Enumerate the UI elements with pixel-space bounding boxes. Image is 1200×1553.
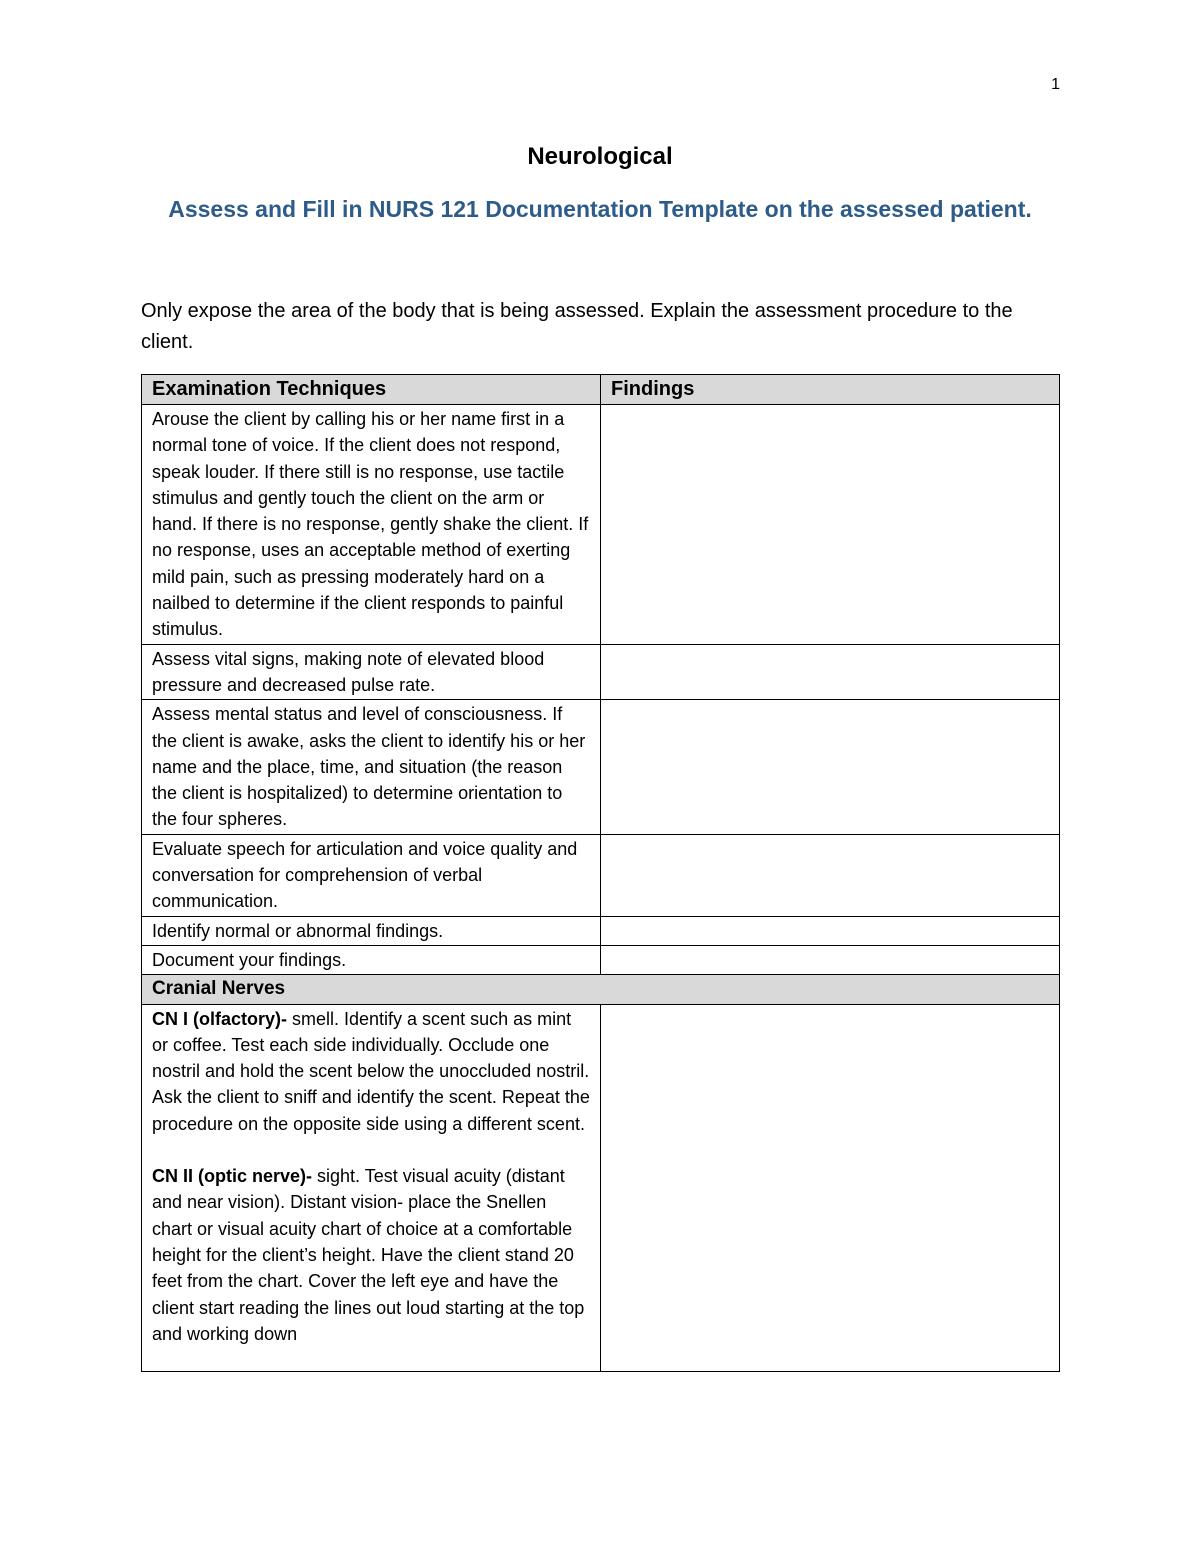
findings-cell[interactable] (601, 945, 1060, 974)
table-row (142, 644, 1060, 700)
cn2-label: CN II (optic nerve)- (152, 1166, 313, 1187)
findings-cell[interactable] (601, 405, 1060, 645)
findings-cell[interactable] (601, 700, 1060, 834)
cranial-nerves-technique-cell (142, 1004, 601, 1371)
section-header-row (142, 975, 1060, 1004)
technique-cell: Assess vital signs, making note of elevated blood pressure and decreased pulse rate. (142, 644, 601, 700)
header-examination-techniques: Examination Techniques (142, 375, 601, 405)
table-header-row (142, 375, 1060, 405)
cn2-text: sight. Test visual acuity (distant and near vision). Distant vision- place the Snellen chart or visual acuity chart of choice at a comfortable height for the client’s height. Have the client stand 20 feet from the chart. Cover the left eye and have the client start reading the lines out loud starting at the top and working down (152, 1166, 585, 1344)
findings-cell[interactable] (601, 644, 1060, 700)
table-row (142, 700, 1060, 834)
technique-cell: Assess mental status and level of consciousness. If the client is awake, asks the client to identify his or her name and the place, time, and situation (the reason the client is hospitalized) to determine orientation to the four spheres. (142, 700, 601, 834)
table-row (142, 834, 1060, 916)
page-number: 1 (1051, 76, 1060, 93)
page-title: Neurological (527, 143, 673, 170)
technique-cell: Identify normal or abnormal findings. (142, 916, 601, 945)
table-row (142, 945, 1060, 974)
table-row (142, 1004, 1060, 1371)
technique-cell: Document your findings. (142, 945, 601, 974)
table-row (142, 916, 1060, 945)
page-subtitle: Assess and Fill in NURS 121 Documentation Template on the assessed patient. (168, 196, 1032, 222)
cn1-label: CN I (olfactory)- (152, 1008, 287, 1029)
paragraph-spacer (152, 1137, 590, 1163)
findings-cell[interactable] (601, 916, 1060, 945)
cranial-nerves-heading: Cranial Nerves (142, 975, 1060, 1004)
findings-cell[interactable] (601, 834, 1060, 916)
intro-paragraph: Only expose the area of the body that is being assessed. Explain the assessment procedure to the client. (141, 300, 1013, 353)
header-findings: Findings (601, 375, 1060, 405)
findings-cell[interactable] (601, 1004, 1060, 1371)
technique-cell: Arouse the client by calling his or her name first in a normal tone of voice. If the client does not respond, speak louder. If there still is no response, use tactile stimulus and gently touch the client on the arm or hand. If there is no response, gently shake the client. If no response, uses an acceptable method of exerting mild pain, such as pressing moderately hard on a nailbed to determine if the client responds to painful stimulus. (142, 405, 601, 645)
technique-cell: Evaluate speech for articulation and voice quality and conversation for comprehension of verbal communication. (142, 834, 601, 916)
examination-table (141, 374, 1060, 1372)
cn1-text: smell. Identify a scent such as mint or coffee. Test each side individually. Occlude one nostril and hold the scent below the unoccluded nostril. Ask the client to sniff and identify the scent. Repeat the procedure on the opposite side using a different scent. (152, 1008, 590, 1134)
table-row (142, 405, 1060, 645)
